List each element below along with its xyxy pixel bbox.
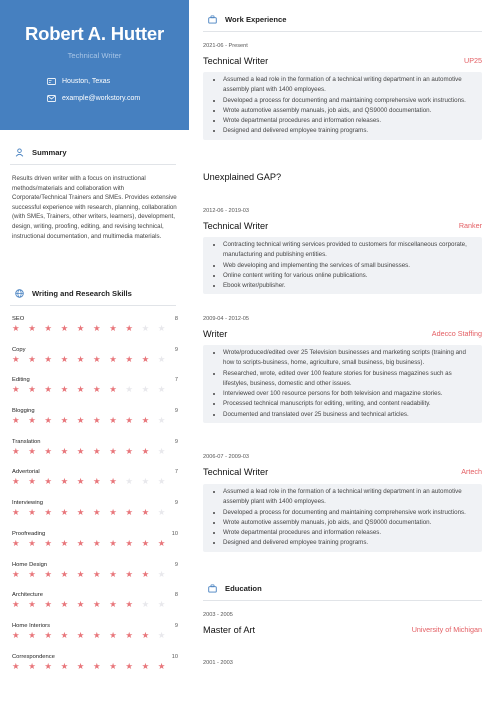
star-filled-icon: ★ (76, 507, 85, 518)
skill-level: 9 (174, 561, 178, 568)
star-filled-icon: ★ (76, 384, 85, 395)
right-column (189, 0, 496, 702)
star-filled-icon: ★ (109, 660, 117, 671)
skill-name: SEO (12, 316, 25, 322)
job-bullets (203, 345, 482, 423)
summary-heading-label: Summary (32, 148, 67, 157)
star-filled-icon: ★ (44, 384, 53, 395)
star-filled-icon: ★ (76, 629, 85, 640)
job-bullet: • Assumed a lead role in the formation of a technical writing department in an automotive assembly plant with 1400 employees. (223, 75, 476, 96)
star-filled-icon: ★ (93, 353, 101, 364)
experience-divider (203, 31, 482, 32)
star-empty-icon: ★ (141, 384, 150, 395)
star-filled-icon: ★ (109, 445, 117, 456)
star-filled-icon: ★ (28, 353, 36, 364)
star-filled-icon: ★ (109, 476, 117, 487)
star-empty-icon: ★ (157, 476, 166, 487)
skill-level: 7 (174, 469, 178, 476)
skill-row (12, 500, 178, 531)
star-filled-icon: ★ (93, 384, 101, 395)
star-filled-icon: ★ (60, 323, 69, 333)
star-filled-icon: ★ (28, 537, 36, 548)
star-filled-icon: ★ (44, 660, 53, 671)
star-filled-icon: ★ (76, 415, 85, 426)
star-filled-icon: ★ (76, 599, 85, 610)
job-bullet: • Wrote departmental procedures and information releases. (223, 116, 476, 126)
skill-level: 9 (174, 408, 178, 415)
star-filled-icon: ★ (12, 353, 20, 364)
star-filled-icon: ★ (109, 507, 117, 518)
star-filled-icon: ★ (76, 323, 85, 333)
star-filled-icon: ★ (12, 415, 20, 426)
star-filled-icon: ★ (60, 629, 69, 640)
star-filled-icon: ★ (76, 568, 85, 579)
star-filled-icon: ★ (76, 537, 85, 548)
job-bullets (203, 72, 482, 140)
candidate-title: Technical Writer (67, 51, 122, 60)
star-empty-icon: ★ (157, 445, 166, 456)
skill-name: Advertorial (12, 469, 40, 476)
job-role: Writer (203, 329, 228, 339)
skill-stars (12, 662, 174, 671)
star-filled-icon: ★ (125, 445, 134, 456)
experience-heading (208, 15, 286, 24)
star-filled-icon: ★ (141, 445, 150, 456)
star-empty-icon: ★ (157, 384, 166, 395)
skill-name: Home Design (12, 561, 48, 568)
star-filled-icon: ★ (141, 568, 150, 579)
star-filled-icon: ★ (12, 629, 20, 640)
skill-name: Translation (12, 438, 41, 445)
education-heading-label: Education (225, 584, 262, 593)
star-filled-icon: ★ (93, 537, 101, 548)
star-filled-icon: ★ (76, 476, 85, 487)
email-row[interactable] (47, 95, 140, 102)
skill-row (12, 469, 178, 500)
job-company: Adecco Staffing (431, 329, 482, 338)
skill-row (12, 592, 178, 623)
education-school: University of Michigan (411, 625, 482, 634)
job-bullet: • Wrote departmental procedures and information releases. (223, 528, 476, 538)
skill-level: 9 (174, 622, 178, 629)
skill-stars (12, 324, 174, 333)
star-filled-icon: ★ (109, 537, 117, 548)
star-filled-icon: ★ (12, 507, 20, 518)
job-bullet: • Wrote/produced/edited over 25 Television businesses and marketing scripts (training and how to scripts-business, home, agriculture, small business, big business). (223, 348, 476, 369)
skill-level: 10 (171, 530, 178, 537)
star-filled-icon: ★ (44, 629, 53, 640)
star-empty-icon: ★ (157, 323, 166, 333)
skills-heading (15, 289, 132, 298)
star-filled-icon: ★ (28, 415, 36, 426)
location-text: Houston, Texas (62, 78, 111, 85)
education-divider (203, 600, 482, 601)
job-bullets (203, 237, 482, 294)
job-dates: 2006-07 - 2009-03 (203, 454, 250, 460)
star-filled-icon: ★ (12, 568, 20, 579)
education-degree: Master of Art (203, 625, 256, 635)
star-filled-icon: ★ (109, 629, 117, 640)
star-filled-icon: ★ (44, 568, 53, 579)
star-filled-icon: ★ (60, 599, 69, 610)
star-filled-icon: ★ (12, 476, 20, 487)
star-filled-icon: ★ (60, 445, 69, 456)
job-bullet: • Wrote automotive assembly manuals, job aids, and QS9000 documentation. (223, 518, 476, 528)
summary-heading (15, 148, 67, 157)
envelope-icon (47, 95, 56, 102)
star-filled-icon: ★ (76, 353, 85, 364)
skill-name: Proofreading (12, 530, 46, 537)
star-filled-icon: ★ (93, 476, 101, 487)
star-filled-icon: ★ (141, 537, 150, 548)
star-filled-icon: ★ (60, 568, 69, 579)
star-filled-icon: ★ (125, 660, 134, 671)
education-dates: 2001 - 2003 (203, 660, 233, 666)
star-filled-icon: ★ (60, 353, 69, 364)
job-bullet: • Designed and delivered employee training programs. (223, 538, 476, 548)
star-filled-icon: ★ (109, 384, 117, 395)
star-filled-icon: ★ (28, 507, 36, 518)
job-bullet: • Interviewed over 100 resource persons for both television and magazine stories. (223, 389, 476, 399)
star-filled-icon: ★ (60, 660, 69, 671)
star-filled-icon: ★ (60, 537, 69, 548)
job-bullet: • Designed and delivered employee training programs. (223, 126, 476, 136)
star-filled-icon: ★ (44, 476, 53, 487)
star-filled-icon: ★ (76, 660, 85, 671)
skill-level: 9 (174, 346, 178, 353)
job-bullet: • Online content writing for various online publications. (223, 271, 476, 281)
star-filled-icon: ★ (93, 629, 101, 640)
star-filled-icon: ★ (141, 353, 150, 364)
star-filled-icon: ★ (93, 568, 101, 579)
skill-row (12, 562, 178, 593)
location-row (47, 78, 110, 85)
star-empty-icon: ★ (157, 629, 166, 640)
star-filled-icon: ★ (125, 323, 134, 333)
star-empty-icon: ★ (157, 415, 166, 426)
star-filled-icon: ★ (44, 537, 53, 548)
star-filled-icon: ★ (44, 599, 53, 610)
experience-heading-label: Work Experience (225, 15, 287, 24)
star-filled-icon: ★ (141, 660, 150, 671)
star-filled-icon: ★ (93, 599, 101, 610)
star-filled-icon: ★ (28, 476, 36, 487)
skill-stars (12, 416, 174, 425)
star-filled-icon: ★ (28, 629, 36, 640)
job-dates: 2012-06 - 2019-03 (203, 208, 250, 214)
job-bullet: • Wrote automotive assembly manuals, job aids, and QS9000 documentation. (223, 106, 476, 116)
star-empty-icon: ★ (157, 568, 166, 579)
star-filled-icon: ★ (141, 507, 150, 518)
job-company: Artech (461, 467, 482, 476)
summary-divider (10, 164, 176, 165)
job-dates: 2021-06 - Present (203, 43, 248, 49)
skill-row (12, 408, 178, 439)
job-bullet: • Developed a process for documenting and maintaining comprehensive work instructions. (223, 96, 476, 106)
star-filled-icon: ★ (12, 660, 20, 671)
skill-stars (12, 539, 174, 548)
skill-level: 9 (174, 500, 178, 507)
skill-name: Architecture (12, 592, 43, 599)
star-filled-icon: ★ (12, 445, 20, 456)
job-bullet: • Processed technical manuscripts for editing, writing, and content readability. (223, 399, 476, 409)
star-filled-icon: ★ (93, 660, 101, 671)
skill-stars (12, 355, 174, 364)
skill-stars (12, 570, 174, 579)
skill-level: 8 (174, 592, 178, 599)
skill-name: Blogging (12, 408, 35, 415)
job-bullets (203, 484, 482, 552)
star-filled-icon: ★ (109, 599, 117, 610)
star-empty-icon: ★ (141, 323, 150, 333)
job-company: Ranker (458, 221, 482, 230)
skill-row (12, 623, 178, 654)
star-empty-icon: ★ (157, 507, 166, 518)
star-filled-icon: ★ (125, 415, 134, 426)
star-filled-icon: ★ (12, 599, 20, 610)
skill-row (12, 377, 178, 408)
skill-stars (12, 477, 174, 486)
map-icon (47, 78, 56, 85)
skills-heading-label: Writing and Research Skills (32, 289, 132, 298)
star-empty-icon: ★ (141, 476, 150, 487)
star-filled-icon: ★ (141, 415, 150, 426)
job-company: UP25 (464, 56, 482, 65)
star-filled-icon: ★ (12, 537, 20, 548)
skill-row (12, 347, 178, 378)
skill-stars (12, 385, 174, 394)
star-filled-icon: ★ (44, 353, 53, 364)
star-empty-icon: ★ (157, 353, 166, 364)
star-filled-icon: ★ (28, 323, 36, 333)
job-dates: 2009-04 - 2012-05 (203, 316, 250, 322)
skill-row (12, 316, 178, 347)
education-dates: 2003 - 2005 (203, 612, 233, 618)
star-filled-icon: ★ (141, 629, 150, 640)
job-role: Technical Writer (203, 56, 269, 66)
skill-stars (12, 508, 174, 517)
star-filled-icon: ★ (44, 323, 53, 333)
star-filled-icon: ★ (93, 415, 101, 426)
star-empty-icon: ★ (125, 384, 134, 395)
job-bullet: • Web developing and implementing the services of small businesses. (223, 261, 476, 271)
star-filled-icon: ★ (44, 507, 53, 518)
person-icon (15, 148, 24, 157)
skill-row (12, 654, 178, 685)
skill-name: Copy (12, 346, 26, 353)
star-filled-icon: ★ (60, 507, 69, 518)
skill-stars (12, 447, 174, 456)
star-filled-icon: ★ (109, 415, 117, 426)
star-filled-icon: ★ (12, 384, 20, 395)
email-link[interactable]: example@workstory.com (62, 95, 141, 102)
skill-stars (12, 631, 174, 640)
star-filled-icon: ★ (109, 568, 117, 579)
briefcase-icon (208, 584, 217, 593)
star-filled-icon: ★ (93, 323, 101, 333)
job-bullet: • Developed a process for documenting and maintaining comprehensive work instructions. (223, 508, 476, 518)
skill-level: 7 (174, 377, 178, 384)
skill-level: 9 (174, 438, 178, 445)
star-empty-icon: ★ (125, 476, 134, 487)
star-filled-icon: ★ (28, 660, 36, 671)
star-filled-icon: ★ (157, 537, 166, 548)
star-filled-icon: ★ (28, 445, 36, 456)
skill-name: Interviewing (12, 500, 43, 507)
star-filled-icon: ★ (125, 629, 134, 640)
skill-row (12, 531, 178, 562)
star-filled-icon: ★ (125, 537, 134, 548)
star-filled-icon: ★ (125, 507, 134, 518)
star-filled-icon: ★ (28, 599, 36, 610)
star-filled-icon: ★ (28, 384, 36, 395)
job-bullet: • Documented and translated over 25 business and technical articles. (223, 410, 476, 420)
gap-note: Unexplained GAP? (203, 172, 282, 182)
globe-icon (15, 289, 24, 298)
star-filled-icon: ★ (60, 476, 69, 487)
skills-divider (10, 305, 176, 306)
star-filled-icon: ★ (60, 384, 69, 395)
summary-text: Results driven writer with a focus on instructional methods/materials and collaboration with Corporate/Technical Trainers and SMEs. Provides extensive successful experience with research, planning, collaboration (with SMEs, Trainers, other writers, learners), development, design, writing, proofing, editing, and revising technical, instructional documentation, and multimedia materials. (12, 175, 177, 240)
star-filled-icon: ★ (93, 507, 101, 518)
job-bullet: • Ebook writer/publisher. (223, 281, 476, 291)
star-filled-icon: ★ (44, 445, 53, 456)
job-bullet: • Researched, wrote, edited over 100 feature stories for business magazines such as lifestyles, business, domestic and other issues. (223, 369, 476, 390)
skill-level: 8 (174, 316, 178, 322)
star-filled-icon: ★ (109, 323, 117, 333)
star-empty-icon: ★ (157, 599, 166, 610)
star-filled-icon: ★ (44, 415, 53, 426)
star-filled-icon: ★ (125, 353, 134, 364)
skills-list (12, 316, 178, 684)
star-empty-icon: ★ (141, 599, 150, 610)
candidate-name: Robert A. Hutter (25, 23, 164, 44)
job-role: Technical Writer (203, 467, 269, 477)
star-filled-icon: ★ (12, 323, 20, 333)
skill-name: Editing (12, 377, 30, 384)
skill-stars (12, 600, 174, 609)
briefcase-icon (208, 15, 217, 24)
skill-name: Correspondence (12, 653, 55, 660)
star-filled-icon: ★ (157, 660, 166, 671)
job-bullet: • Assumed a lead role in the formation of a technical writing department in an automotive assembly plant with 1400 employees. (223, 487, 476, 508)
star-filled-icon: ★ (76, 445, 85, 456)
star-filled-icon: ★ (93, 445, 101, 456)
star-filled-icon: ★ (125, 599, 134, 610)
skill-level: 10 (171, 653, 178, 660)
job-bullet: • Contracting technical writing services provided to customers for miscellaneous corporate, manufacturing and publishing entities. (223, 240, 476, 261)
star-filled-icon: ★ (60, 415, 69, 426)
skill-row (12, 439, 178, 470)
skill-name: Home Interiors (12, 622, 51, 629)
education-heading (208, 584, 262, 593)
star-filled-icon: ★ (28, 568, 36, 579)
profile-header (0, 0, 189, 130)
left-column (0, 0, 189, 702)
star-filled-icon: ★ (109, 353, 117, 364)
job-role: Technical Writer (203, 221, 269, 231)
star-filled-icon: ★ (125, 568, 134, 579)
